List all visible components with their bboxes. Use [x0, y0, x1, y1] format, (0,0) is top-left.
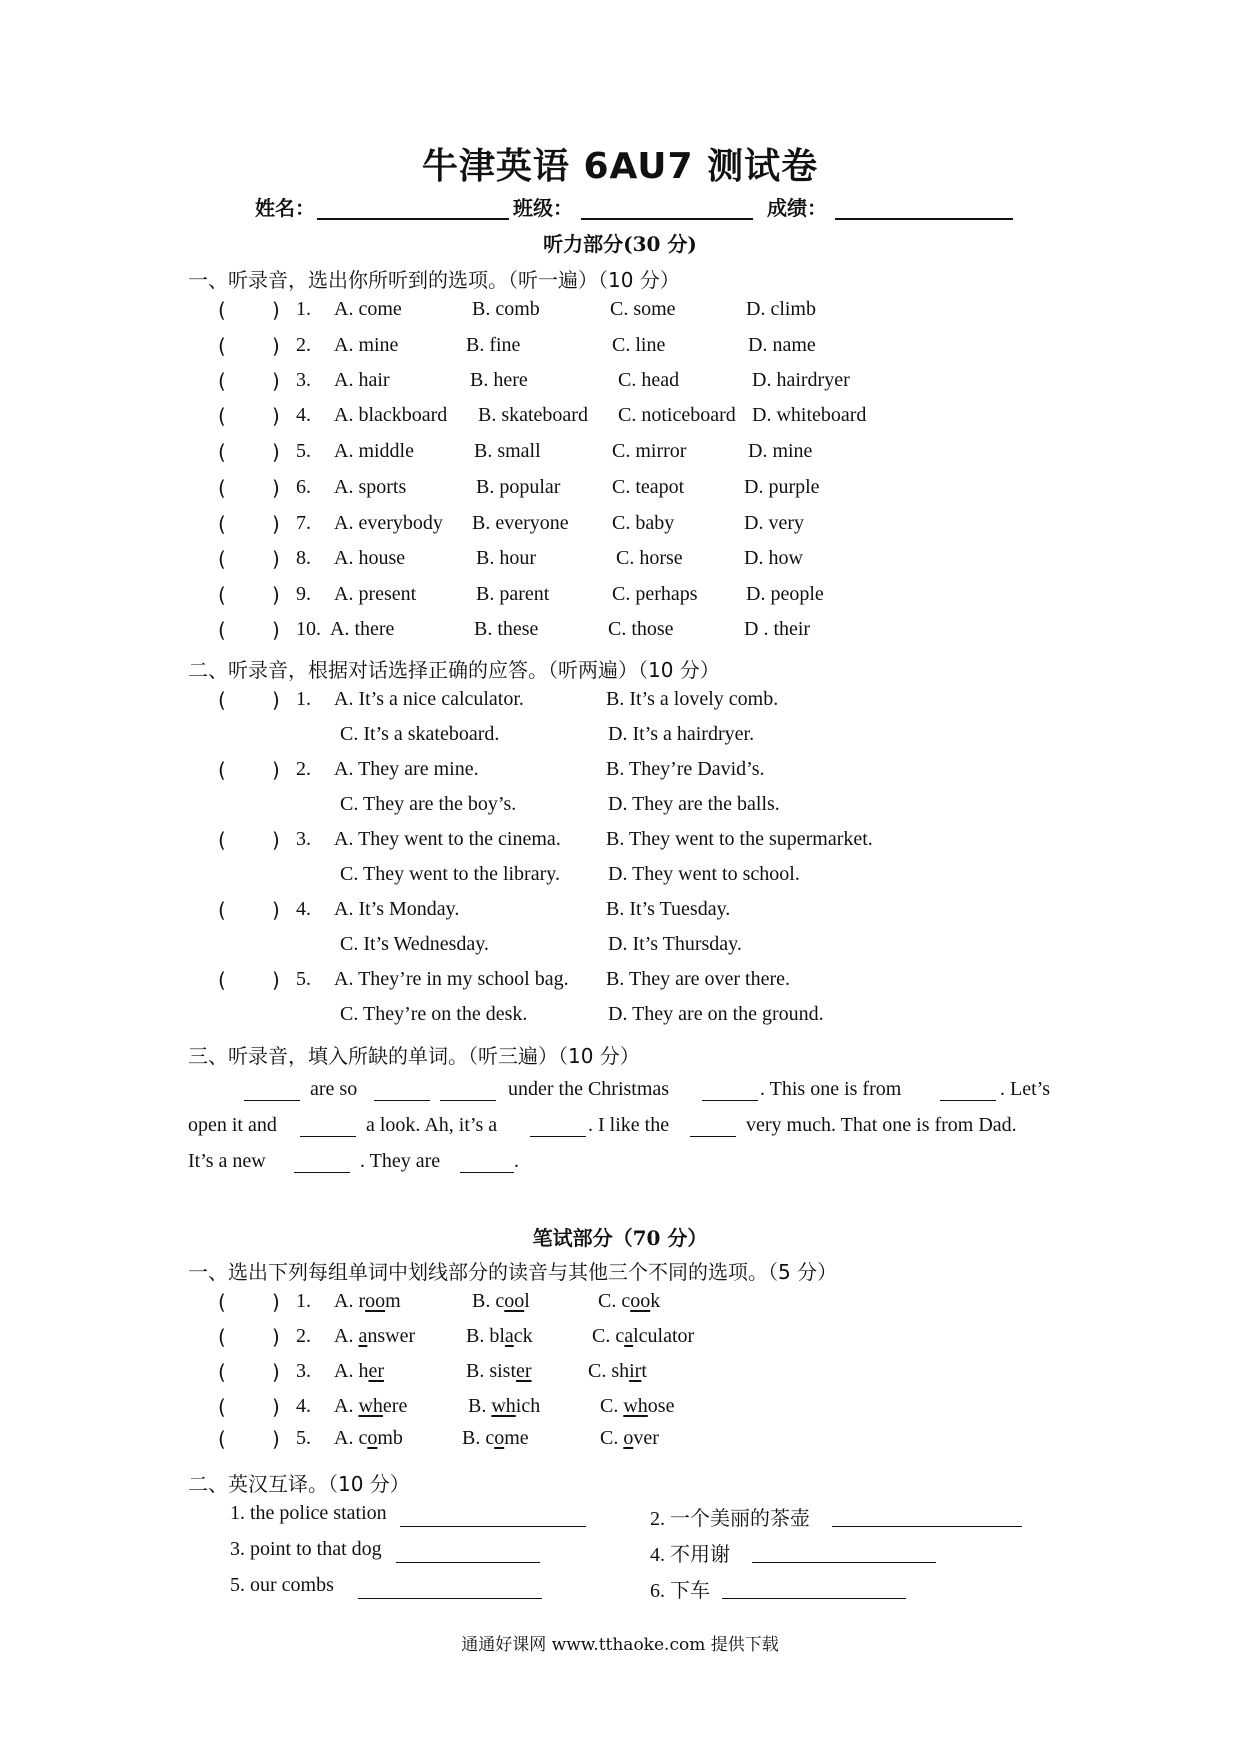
- cloze-blank[interactable]: [690, 1136, 736, 1137]
- option-c[interactable]: C. perhaps: [612, 583, 698, 605]
- question-number: 6.: [296, 476, 311, 498]
- answer-paren-open: (: [218, 583, 226, 607]
- option-d[interactable]: D. mine: [748, 440, 813, 462]
- page-title: 牛津英语 6AU7 测试卷: [421, 146, 819, 187]
- option-d[interactable]: D. hairdryer: [752, 369, 850, 391]
- option-c[interactable]: C. line: [612, 334, 666, 356]
- answer-paren-open: (: [218, 828, 226, 852]
- footer-credit: 通通好课网 www.tthaoke.com 提供下载: [461, 1635, 779, 1655]
- option-b-underlined: wh: [491, 1395, 516, 1417]
- answer-paren-open: (: [218, 758, 226, 782]
- option-b[interactable]: B. small: [474, 440, 541, 462]
- option-a[interactable]: [334, 1290, 401, 1313]
- score-blank[interactable]: [835, 218, 1013, 220]
- answer-paren-close[interactable]: ): [272, 583, 280, 607]
- answer-paren-close[interactable]: ): [272, 369, 280, 393]
- option-b-prefix: B. sist: [466, 1360, 517, 1382]
- cloze-text: open it and: [188, 1114, 277, 1136]
- cloze-text: a look. Ah, it’s a: [366, 1114, 498, 1136]
- option-c[interactable]: C. It’s Wednesday.: [340, 933, 489, 955]
- option-b[interactable]: [466, 1325, 533, 1348]
- written-heading: 笔试部分（70 分）: [532, 1226, 708, 1250]
- option-a[interactable]: A. They went to the cinema.: [334, 828, 561, 850]
- answer-paren-open: (: [218, 512, 226, 536]
- answer-paren-close[interactable]: ): [272, 828, 280, 852]
- question-number: 10.: [296, 618, 321, 640]
- option-b-prefix: B. c: [462, 1427, 495, 1449]
- answer-paren-close[interactable]: ): [272, 618, 280, 642]
- option-c-suffix: k: [650, 1290, 661, 1312]
- option-c[interactable]: C. They’re on the desk.: [340, 1003, 528, 1025]
- listening-s1-question: [0, 512, 1240, 542]
- answer-paren-open: (: [218, 298, 226, 322]
- cloze-blank[interactable]: [300, 1136, 356, 1137]
- translation-prompt: 3. point to that dog: [230, 1538, 382, 1560]
- option-b[interactable]: B. They went to the supermarket.: [606, 828, 873, 850]
- option-a-prefix: A. c: [334, 1427, 368, 1449]
- option-d[interactable]: D. purple: [744, 476, 820, 498]
- answer-paren-open: (: [218, 1360, 226, 1384]
- phonics-question: [0, 1360, 1240, 1390]
- option-b[interactable]: B. They’re David’s.: [606, 758, 765, 780]
- option-a[interactable]: [334, 1427, 403, 1450]
- question-number: 4.: [296, 1395, 311, 1417]
- option-a-prefix: A. h: [334, 1360, 369, 1382]
- option-b-prefix: B. bl: [466, 1325, 505, 1347]
- option-b-suffix: l: [524, 1290, 530, 1312]
- translation-answer-blank[interactable]: [400, 1526, 586, 1527]
- option-c-underlined: a: [624, 1325, 634, 1347]
- translation-prompt: 4. 不用谢: [650, 1544, 730, 1566]
- phonics-question: [0, 1290, 1240, 1320]
- option-a[interactable]: A. It’s a nice calculator.: [334, 688, 524, 710]
- answer-paren-open: (: [218, 688, 226, 712]
- option-b-prefix: B. c: [472, 1290, 505, 1312]
- answer-paren-open: (: [218, 440, 226, 464]
- question-number: 2.: [296, 334, 311, 356]
- option-c-suffix: ver: [633, 1427, 659, 1449]
- listening-s2-question: [0, 688, 1240, 718]
- listening-s1-question: [0, 583, 1240, 613]
- option-a[interactable]: A. blackboard: [334, 404, 448, 426]
- listening-s1-question: [0, 404, 1240, 434]
- option-c-prefix: C.: [600, 1427, 624, 1449]
- option-c-prefix: C. sh: [588, 1360, 630, 1382]
- cloze-blank[interactable]: [940, 1100, 996, 1101]
- option-b[interactable]: B. popular: [476, 476, 561, 498]
- option-c[interactable]: C. They are the boy’s.: [340, 793, 517, 815]
- option-a-underlined: o: [367, 1427, 378, 1449]
- option-d[interactable]: D. They are the balls.: [608, 793, 780, 815]
- cloze-line-1: [188, 1078, 1058, 1108]
- cloze-text: . This one is from: [760, 1078, 902, 1100]
- answer-paren-open: (: [218, 1290, 226, 1314]
- option-a-underlined: er: [368, 1360, 384, 1382]
- option-d[interactable]: D. how: [744, 547, 803, 569]
- option-c-underlined: ir: [629, 1360, 642, 1382]
- listening-s1-question: [0, 547, 1240, 577]
- cloze-blank[interactable]: [294, 1172, 350, 1173]
- question-number: 5.: [296, 1427, 311, 1449]
- listening-section2-title: 二、听录音，根据对话选择正确的应答。（听两遍）（10 分）: [188, 658, 720, 682]
- listening-s2-question-cont: [0, 863, 1240, 893]
- answer-paren-close[interactable]: ): [272, 758, 280, 782]
- answer-paren-open: (: [218, 1395, 226, 1419]
- option-c[interactable]: C. horse: [616, 547, 683, 569]
- answer-paren-close[interactable]: ): [272, 1395, 280, 1419]
- cloze-blank[interactable]: [374, 1100, 430, 1101]
- translation-answer-blank[interactable]: [722, 1598, 906, 1599]
- answer-paren-close[interactable]: ): [272, 547, 280, 571]
- question-number: 4.: [296, 898, 311, 920]
- option-a[interactable]: A. come: [334, 298, 402, 320]
- option-c[interactable]: C. mirror: [612, 440, 687, 462]
- answer-paren-open: (: [218, 476, 226, 500]
- answer-paren-close[interactable]: ): [272, 688, 280, 712]
- answer-paren-open: (: [218, 898, 226, 922]
- option-a[interactable]: [334, 1325, 415, 1348]
- option-b[interactable]: B. comb: [472, 298, 540, 320]
- question-number: 1.: [296, 298, 311, 320]
- listening-s2-question-cont: [0, 1003, 1240, 1033]
- answer-paren-close[interactable]: ): [272, 298, 280, 322]
- option-b[interactable]: B. They are over there.: [606, 968, 790, 990]
- listening-s1-question: [0, 440, 1240, 470]
- option-d[interactable]: D. very: [744, 512, 804, 534]
- answer-paren-open: (: [218, 404, 226, 428]
- answer-paren-open: (: [218, 618, 226, 642]
- question-number: 2.: [296, 1325, 311, 1347]
- answer-paren-close[interactable]: ): [272, 476, 280, 500]
- option-a-underlined: wh: [358, 1395, 383, 1417]
- option-a[interactable]: A. house: [334, 547, 406, 569]
- option-c-prefix: C.: [600, 1395, 624, 1417]
- option-d[interactable]: D . their: [744, 618, 811, 640]
- cloze-text: very much. That one is from Dad.: [746, 1114, 1017, 1136]
- option-c[interactable]: [588, 1360, 647, 1383]
- cloze-text: . They are: [360, 1150, 441, 1172]
- option-c-underlined: o: [623, 1427, 634, 1449]
- translation-answer-blank[interactable]: [396, 1562, 540, 1563]
- option-b[interactable]: [472, 1290, 530, 1313]
- option-a[interactable]: A. present: [334, 583, 417, 605]
- answer-paren-open: (: [218, 334, 226, 358]
- option-a-suffix: mb: [377, 1427, 403, 1449]
- option-a[interactable]: [334, 1360, 384, 1383]
- option-a-underlined: a: [358, 1325, 368, 1347]
- option-b[interactable]: B. here: [470, 369, 528, 391]
- answer-paren-close[interactable]: ): [272, 404, 280, 428]
- option-c-underlined: wh: [623, 1395, 648, 1417]
- option-b[interactable]: B. skateboard: [478, 404, 588, 426]
- class-label: 班级：: [513, 196, 573, 220]
- option-a-suffix: ere: [382, 1395, 408, 1417]
- option-b[interactable]: B. parent: [476, 583, 550, 605]
- option-a[interactable]: A. It’s Monday.: [334, 898, 460, 920]
- option-d[interactable]: D. people: [746, 583, 824, 605]
- listening-s1-question: [0, 334, 1240, 364]
- option-a[interactable]: A. They are mine.: [334, 758, 479, 780]
- answer-paren-close[interactable]: ): [272, 1290, 280, 1314]
- score-label: 成绩：: [767, 196, 827, 220]
- option-b[interactable]: [462, 1427, 529, 1450]
- option-a[interactable]: A. They’re in my school bag.: [334, 968, 569, 990]
- answer-paren-close[interactable]: ): [272, 898, 280, 922]
- listening-section1-title: 一、听录音，选出你所听到的选项。（听一遍）（10 分）: [188, 268, 680, 292]
- listening-s1-question: [0, 298, 1240, 328]
- name-label: 姓名：: [255, 196, 315, 220]
- question-number: 8.: [296, 547, 311, 569]
- option-a-prefix: A.: [334, 1325, 359, 1347]
- option-b[interactable]: B. hour: [476, 547, 536, 569]
- listening-s2-question: [0, 758, 1240, 788]
- question-number: 3.: [296, 369, 311, 391]
- translation-prompt: 1. the police station: [230, 1502, 387, 1524]
- option-a[interactable]: A. there: [330, 618, 395, 640]
- option-b-underlined: a: [504, 1325, 514, 1347]
- option-b-suffix: ck: [513, 1325, 533, 1347]
- option-c[interactable]: [598, 1290, 660, 1313]
- option-d[interactable]: D. name: [748, 334, 816, 356]
- question-number: 5.: [296, 440, 311, 462]
- option-b-suffix: me: [504, 1427, 529, 1449]
- option-a[interactable]: A. sports: [334, 476, 407, 498]
- option-c-prefix: C. c: [592, 1325, 625, 1347]
- option-a-underlined: oo: [365, 1290, 386, 1312]
- translation-answer-blank[interactable]: [752, 1562, 936, 1563]
- option-a[interactable]: A. middle: [334, 440, 414, 462]
- translation-prompt: 5. our combs: [230, 1574, 334, 1596]
- question-number: 1.: [296, 1290, 311, 1312]
- phonics-question: [0, 1427, 1240, 1457]
- answer-paren-open: (: [218, 369, 226, 393]
- question-number: 7.: [296, 512, 311, 534]
- listening-s1-question: [0, 369, 1240, 399]
- option-a-suffix: nswer: [367, 1325, 416, 1347]
- answer-paren-open: (: [218, 1427, 226, 1451]
- cloze-blank[interactable]: [702, 1100, 758, 1101]
- listening-s1-question: [0, 476, 1240, 506]
- option-c-suffix: t: [641, 1360, 647, 1382]
- answer-paren-close[interactable]: ): [272, 440, 280, 464]
- option-d[interactable]: D. It’s Thursday.: [608, 933, 742, 955]
- answer-paren-open: (: [218, 1325, 226, 1349]
- option-c[interactable]: C. head: [618, 369, 680, 391]
- question-number: 1.: [296, 688, 311, 710]
- option-a[interactable]: A. mine: [334, 334, 399, 356]
- listening-s2-question: [0, 898, 1240, 928]
- option-b-suffix: ich: [515, 1395, 541, 1417]
- option-c[interactable]: [592, 1325, 694, 1348]
- question-number: 2.: [296, 758, 311, 780]
- listening-s1-question: [0, 618, 1240, 648]
- cloze-text: . Let’s: [1000, 1078, 1050, 1100]
- option-c-prefix: C. c: [598, 1290, 631, 1312]
- option-c[interactable]: C. noticeboard: [618, 404, 736, 426]
- question-number: 4.: [296, 404, 311, 426]
- written-section2-title: 二、英汉互译。（10 分）: [188, 1472, 410, 1496]
- listening-s2-question-cont: [0, 723, 1240, 753]
- option-d[interactable]: D. It’s a hairdryer.: [608, 723, 755, 745]
- option-a-prefix: A.: [334, 1395, 359, 1417]
- listening-section3-title: 三、听录音，填入所缺的单词。（听三遍）（10 分）: [188, 1044, 640, 1068]
- cloze-line-2: [188, 1114, 1058, 1144]
- answer-paren-close[interactable]: ): [272, 334, 280, 358]
- question-number: 3.: [296, 828, 311, 850]
- answer-paren-close[interactable]: ): [272, 1360, 280, 1384]
- listening-s2-question-cont: [0, 793, 1240, 823]
- cloze-text: .: [514, 1150, 519, 1172]
- option-b-underlined: oo: [504, 1290, 525, 1312]
- option-c[interactable]: C. They went to the library.: [340, 863, 560, 885]
- answer-paren-close[interactable]: ): [272, 1325, 280, 1349]
- listening-s2-question: [0, 968, 1240, 998]
- listening-s2-question-cont: [0, 933, 1240, 963]
- translation-prompt: 6. 下车: [650, 1580, 710, 1602]
- answer-paren-close[interactable]: ): [272, 968, 280, 992]
- cloze-blank[interactable]: [460, 1172, 514, 1173]
- class-blank[interactable]: [581, 218, 753, 220]
- cloze-text: under the Christmas: [508, 1078, 670, 1100]
- option-d[interactable]: D. whiteboard: [752, 404, 867, 426]
- listening-heading: 听力部分(30 分): [543, 232, 697, 256]
- translation-answer-blank[interactable]: [832, 1526, 1022, 1527]
- listening-s2-question: [0, 828, 1240, 858]
- question-number: 9.: [296, 583, 311, 605]
- option-a[interactable]: A. everybody: [334, 512, 443, 534]
- option-b[interactable]: B. everyone: [472, 512, 569, 534]
- option-c[interactable]: [600, 1427, 659, 1450]
- answer-paren-open: (: [218, 968, 226, 992]
- option-b-underlined: er: [516, 1360, 532, 1382]
- option-b[interactable]: B. It’s a lovely comb.: [606, 688, 779, 710]
- option-c[interactable]: C. baby: [612, 512, 675, 534]
- cloze-text: It’s a new: [188, 1150, 266, 1172]
- phonics-question: [0, 1325, 1240, 1355]
- option-b[interactable]: [468, 1395, 540, 1418]
- option-a-suffix: m: [385, 1290, 401, 1312]
- option-d[interactable]: D. They went to school.: [608, 863, 800, 885]
- name-blank[interactable]: [317, 218, 509, 220]
- option-c-suffix: lculator: [633, 1325, 695, 1347]
- written-section1-title: 一、选出下列每组单词中划线部分的读音与其他三个不同的选项。（5 分）: [188, 1260, 838, 1284]
- cloze-blank[interactable]: [530, 1136, 586, 1137]
- option-b[interactable]: B. these: [474, 618, 539, 640]
- option-a[interactable]: [334, 1395, 407, 1418]
- answer-paren-open: (: [218, 547, 226, 571]
- option-c[interactable]: [600, 1395, 674, 1418]
- option-a-prefix: A. r: [334, 1290, 366, 1312]
- option-c[interactable]: C. teapot: [612, 476, 685, 498]
- answer-paren-close[interactable]: ): [272, 512, 280, 536]
- cloze-text: are so: [310, 1078, 358, 1100]
- option-d[interactable]: D. They are on the ground.: [608, 1003, 824, 1025]
- answer-paren-close[interactable]: ): [272, 1427, 280, 1451]
- option-c[interactable]: C. some: [610, 298, 676, 320]
- option-b-underlined: o: [494, 1427, 505, 1449]
- option-b[interactable]: B. It’s Tuesday.: [606, 898, 731, 920]
- cloze-blank[interactable]: [440, 1100, 496, 1101]
- cloze-line-3: [188, 1150, 1058, 1180]
- option-d[interactable]: D. climb: [746, 298, 816, 320]
- cloze-blank[interactable]: [244, 1100, 300, 1101]
- option-c[interactable]: C. those: [608, 618, 674, 640]
- translation-prompt: 2. 一个美丽的茶壶: [650, 1508, 810, 1530]
- phonics-question: [0, 1395, 1240, 1425]
- translation-answer-blank[interactable]: [358, 1598, 542, 1599]
- option-b[interactable]: B. fine: [466, 334, 521, 356]
- question-number: 3.: [296, 1360, 311, 1382]
- option-c-underlined: oo: [630, 1290, 651, 1312]
- option-b[interactable]: [466, 1360, 532, 1383]
- option-c[interactable]: C. It’s a skateboard.: [340, 723, 500, 745]
- option-a[interactable]: A. hair: [334, 369, 390, 391]
- option-b-prefix: B.: [468, 1395, 492, 1417]
- question-number: 5.: [296, 968, 311, 990]
- cloze-text: . I like the: [588, 1114, 670, 1136]
- option-c-suffix: ose: [647, 1395, 675, 1417]
